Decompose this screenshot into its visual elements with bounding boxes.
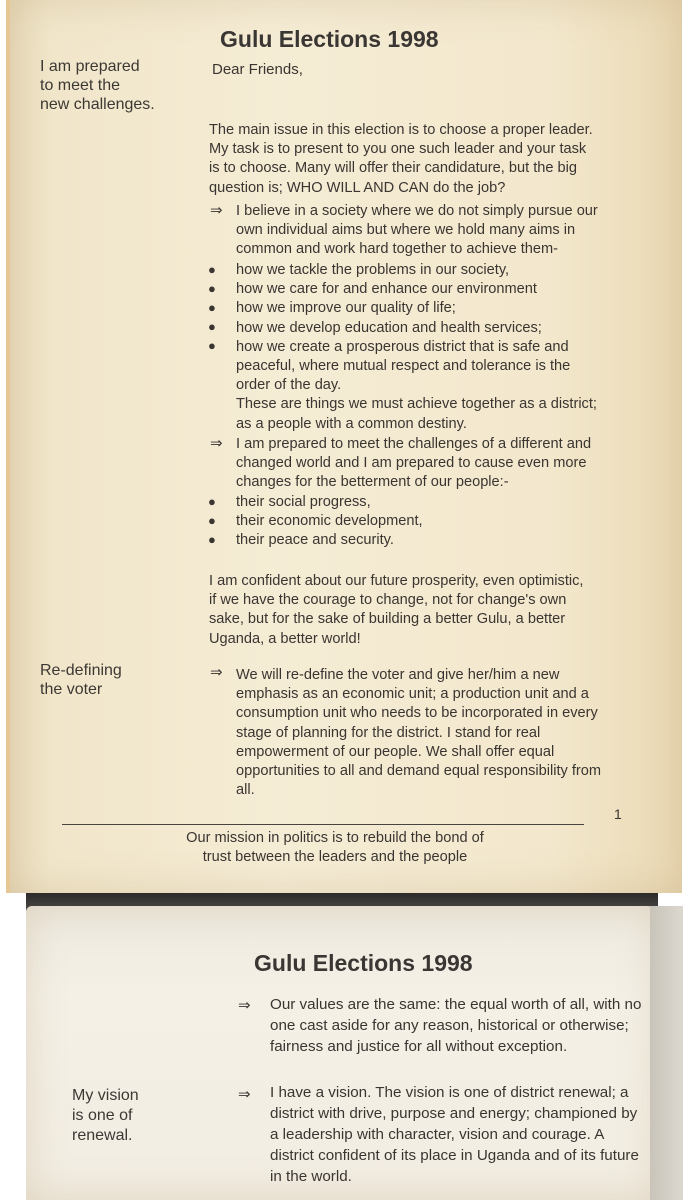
page-number: 1: [614, 806, 622, 822]
arrow-marker: ⇒: [210, 435, 223, 452]
values-paragraph: Our values are the same: the equal worth of all, with no one cast aside for any reason, historical or otherwise; fairness and justice for all without exception.: [270, 996, 642, 1055]
bullet-list-aims: how we tackle the problems in our society, how we care for and enhance our environment how we improve our quality of life; how we develop education and health services; how we create a prosperous district that is safe and peaceful, where mutual respect and tolerance is the order of the day. These are things we must achieve together as a district; as a people with a common destiny.: [236, 262, 597, 432]
bullet-marker: ●: [208, 281, 216, 296]
footer-mission: Our mission in politics is to rebuild the bond of trust between the leaders and the people: [186, 830, 484, 865]
bullet-marker: ●: [208, 319, 216, 334]
side-note-voter: Re-defining the voter: [40, 662, 122, 698]
bullet-marker: ●: [208, 532, 216, 547]
bullet-marker: ●: [208, 300, 216, 315]
vision-paragraph: I have a vision. The vision is one of district renewal; a district with drive, purpose and energy; championed by a leadership with character, vision and courage. A district confident of its place in Uganda and of its future in the world.: [270, 1084, 639, 1185]
bullet-marker: ●: [208, 338, 216, 353]
page-title: Gulu Elections 1998: [220, 26, 439, 52]
bullet-marker: ●: [208, 513, 216, 528]
bullet-marker: ●: [208, 262, 216, 277]
voter-paragraph: We will re-define the voter and give her/him a new emphasis as an economic unit; a production unit and a consumption unit who needs to be incorporated in every stage of planning for the district. I stand for real empowerment of our people. We shall offer equal opportunities to all and demand equal responsibility from all.: [236, 667, 602, 799]
arrow-marker: ⇒: [238, 997, 251, 1014]
salutation: Dear Friends,: [212, 61, 303, 78]
arrow-marker: ⇒: [238, 1086, 251, 1103]
document-page-1: [6, 0, 682, 893]
bullet-marker: ●: [208, 494, 216, 509]
side-note-challenges: I am prepared to meet the new challenges.: [40, 58, 155, 113]
arrow-marker: ⇒: [210, 664, 223, 681]
page-edge-shadow: [650, 906, 683, 1200]
footer-rule: [62, 824, 584, 825]
document-page-2: [26, 906, 658, 1200]
challenges-paragraph: I am prepared to meet the challenges of a different and changed world and I am prepared to cause even more changes for the betterment of our people:-: [236, 436, 592, 491]
bullet-list-people: their social progress, their economic development, their peace and security.: [236, 494, 423, 549]
confidence-paragraph: I am confident about our future prosperity, even optimistic, if we have the courage to change, not for change's own sake, but for the sake of building a better Gulu, a better Uganda, a better world!: [209, 573, 584, 647]
intro-paragraph: The main issue in this election is to choose a proper leader. My task is to present to you one such leader and your task is to choose. Many will offer their candidature, but the big question is; WHO WILL AND CAN do the job?: [209, 122, 593, 196]
arrow-marker: ⇒: [210, 202, 223, 219]
side-note-vision: My vision is one of renewal.: [72, 1087, 139, 1144]
page-title: Gulu Elections 1998: [254, 950, 473, 976]
belief-paragraph: I believe in a society where we do not simply pursue our own individual aims but where we hold many aims in common and work hard together to achieve them-: [236, 203, 598, 258]
